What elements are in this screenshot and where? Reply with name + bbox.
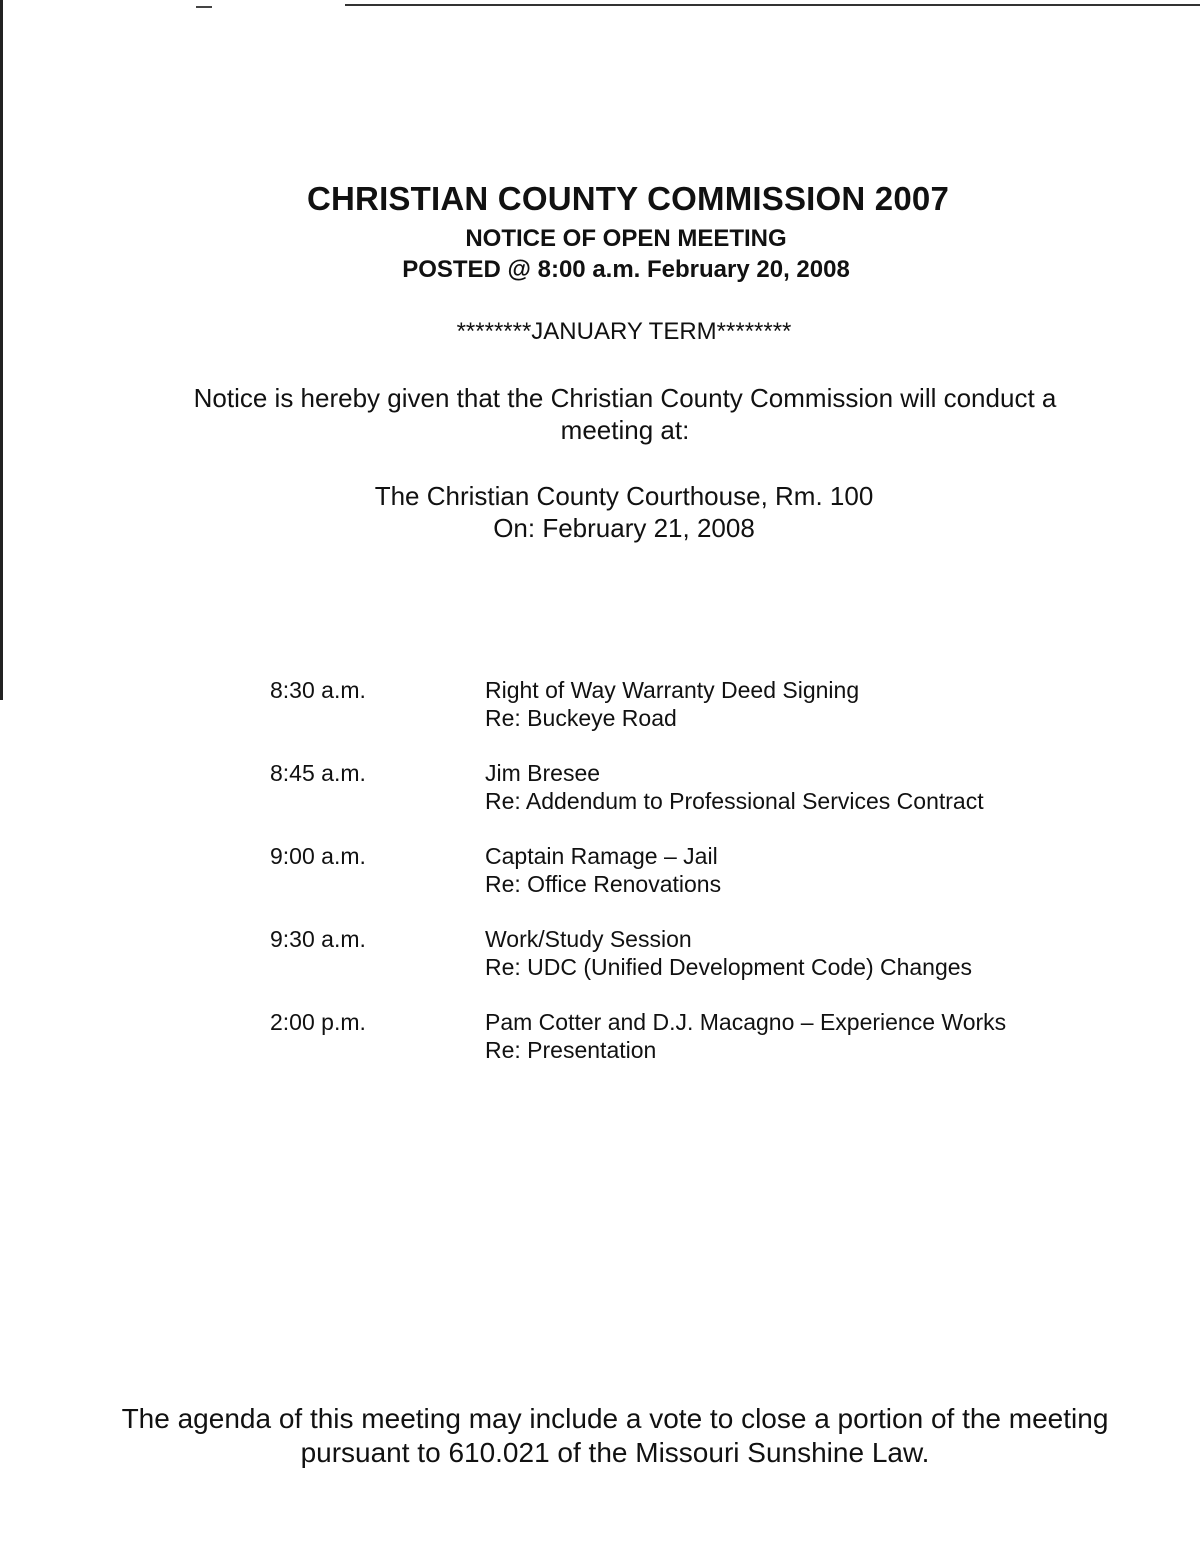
sunshine-law-notice — [100, 1402, 1130, 1470]
notice-line-2: meeting at: — [560, 415, 690, 445]
agenda-list — [270, 676, 1070, 1091]
agenda-item — [270, 676, 1070, 732]
agenda-time: 9:30 a.m. — [270, 926, 366, 952]
scan-top-dash — [196, 6, 212, 8]
agenda-re: Re: UDC (Unified Development Code) Changes — [485, 954, 973, 980]
agenda-title: Work/Study Session — [485, 926, 692, 952]
agenda-re: Re: Office Renovations — [485, 871, 722, 897]
agenda-body — [485, 925, 1070, 981]
agenda-title: Jim Bresee — [485, 760, 601, 786]
agenda-time: 8:30 a.m. — [270, 677, 366, 703]
agenda-re: Re: Addendum to Professional Services Contract — [485, 788, 984, 814]
footer-line-2: pursuant to 610.021 of the Missouri Sunshine Law. — [300, 1437, 930, 1468]
notice-paragraph — [150, 382, 1100, 446]
posted-line: POSTED @ 8:00 a.m. February 20, 2008 — [402, 256, 850, 283]
agenda-body — [485, 759, 1070, 815]
document-subtitle: NOTICE OF OPEN MEETING — [465, 225, 787, 252]
notice-line-1: Notice is hereby given that the Christian County Commission will conduct a — [193, 383, 1057, 413]
agenda-body — [485, 842, 1070, 898]
agenda-item — [270, 842, 1070, 898]
scan-top-line — [345, 4, 1200, 6]
agenda-item — [270, 925, 1070, 981]
document-title: CHRISTIAN COUNTY COMMISSION 2007 — [306, 180, 950, 217]
agenda-re: Re: Presentation — [485, 1037, 657, 1063]
agenda-body — [485, 676, 1070, 732]
scan-edge-mark — [0, 0, 3, 700]
agenda-time: 2:00 p.m. — [270, 1009, 366, 1035]
agenda-time: 9:00 a.m. — [270, 843, 366, 869]
agenda-title: Right of Way Warranty Deed Signing — [485, 677, 860, 703]
term-banner: ********JANUARY TERM******** — [456, 318, 792, 345]
agenda-item — [270, 759, 1070, 815]
agenda-item — [270, 1008, 1070, 1064]
agenda-body — [485, 1008, 1070, 1064]
agenda-title: Pam Cotter and D.J. Macagno – Experience Works — [485, 1009, 1007, 1035]
agenda-time: 8:45 a.m. — [270, 760, 366, 786]
location-date: On: February 21, 2008 — [493, 513, 755, 543]
agenda-re: Re: Buckeye Road — [485, 705, 677, 731]
meeting-location — [24, 480, 1200, 544]
location-place: The Christian County Courthouse, Rm. 100 — [374, 481, 874, 511]
agenda-title: Captain Ramage – Jail — [485, 843, 718, 869]
footer-line-1: The agenda of this meeting may include a vote to close a portion of the meeting — [121, 1403, 1109, 1434]
